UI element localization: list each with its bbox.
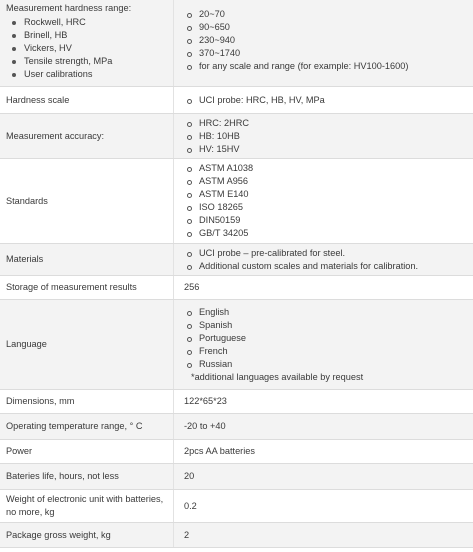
list-item: DIN50159 bbox=[182, 214, 465, 227]
list-item: HV: 15HV bbox=[182, 143, 465, 156]
spec-value: 2pcs AA batteries bbox=[184, 446, 255, 456]
list-item: for any scale and range (for example: HV100-1600) bbox=[182, 60, 465, 73]
spec-value: 122*65*23 bbox=[184, 396, 227, 406]
spec-value-cell bbox=[174, 523, 473, 547]
list-item: GB/T 34205 bbox=[182, 227, 465, 240]
spec-value-cell bbox=[174, 440, 473, 463]
hardness-scale-list bbox=[6, 16, 167, 81]
spec-label-cell bbox=[0, 114, 174, 158]
spec-value-cell bbox=[174, 464, 473, 489]
spec-label-cell bbox=[0, 390, 174, 413]
spec-label: Operating temperature range, ° C bbox=[6, 421, 143, 431]
list-item: 230~940 bbox=[182, 34, 465, 47]
spec-value-cell bbox=[174, 87, 473, 113]
spec-value-cell bbox=[174, 244, 473, 275]
spec-row-materials bbox=[0, 244, 473, 276]
list-item: English bbox=[182, 306, 465, 319]
spec-row-accuracy bbox=[0, 114, 473, 159]
spec-label-cell bbox=[0, 523, 174, 547]
spec-label: Standards bbox=[6, 195, 48, 206]
spec-value: 256 bbox=[184, 282, 200, 292]
spec-label-cell bbox=[0, 490, 174, 522]
list-item: Additional custom scales and materials for calibration. bbox=[182, 260, 465, 273]
value-list bbox=[182, 306, 465, 371]
spec-value-cell bbox=[174, 490, 473, 522]
list-item: Russian bbox=[182, 358, 465, 371]
spec-label-cell bbox=[0, 440, 174, 463]
spec-label-cell bbox=[0, 300, 174, 389]
list-item: HB: 10HB bbox=[182, 130, 465, 143]
spec-label: Materials bbox=[6, 254, 44, 264]
spec-label: Package gross weight, kg bbox=[6, 529, 111, 540]
list-item: HRC: 2HRC bbox=[182, 117, 465, 130]
list-item: User calibrations bbox=[6, 68, 167, 81]
spec-row-package-weight bbox=[0, 523, 473, 548]
list-item: Rockwell, HRC bbox=[6, 16, 167, 29]
spec-row-power bbox=[0, 440, 473, 464]
spec-row-language bbox=[0, 300, 473, 390]
spec-value: 20 bbox=[184, 471, 195, 481]
list-item: 370~1740 bbox=[182, 47, 465, 60]
spec-label: Language bbox=[6, 339, 47, 349]
spec-label: Power bbox=[6, 446, 33, 456]
spec-label-cell bbox=[0, 244, 174, 275]
list-item: UCI probe – pre-calibrated for steel. bbox=[182, 247, 465, 260]
spec-row-hardness-scale bbox=[0, 87, 473, 114]
spec-value-cell bbox=[174, 276, 473, 299]
spec-row-hardness-range bbox=[0, 0, 473, 87]
spec-value-cell bbox=[174, 159, 473, 243]
spec-label: Bateries life, hours, not less bbox=[6, 471, 119, 481]
spec-label-cell bbox=[0, 414, 174, 439]
list-item: French bbox=[182, 345, 465, 358]
list-item: Spanish bbox=[182, 319, 465, 332]
spec-row-storage bbox=[0, 276, 473, 300]
list-item: Portuguese bbox=[182, 332, 465, 345]
spec-label-cell bbox=[0, 0, 174, 86]
spec-row-temperature bbox=[0, 414, 473, 440]
spec-label-cell bbox=[0, 464, 174, 489]
spec-row-battery-life bbox=[0, 464, 473, 490]
spec-label-cell bbox=[0, 87, 174, 113]
spec-value: 0.2 bbox=[184, 500, 197, 511]
spec-row-dimensions bbox=[0, 390, 473, 414]
spec-label-cell bbox=[0, 276, 174, 299]
value-list bbox=[182, 162, 465, 240]
value-list bbox=[182, 247, 465, 273]
list-item: ISO 18265 bbox=[182, 201, 465, 214]
value-list bbox=[182, 8, 465, 73]
spec-label-cell bbox=[0, 159, 174, 243]
spec-label: Measurement accuracy: bbox=[6, 130, 105, 141]
spec-value-cell bbox=[174, 414, 473, 439]
spec-value: 2 bbox=[184, 529, 190, 540]
spec-value-cell bbox=[174, 390, 473, 413]
spec-value-cell bbox=[174, 0, 473, 86]
spec-row-standards bbox=[0, 159, 473, 244]
spec-row-weight bbox=[0, 490, 473, 523]
list-item: 90~650 bbox=[182, 21, 465, 34]
value-list bbox=[182, 117, 465, 156]
list-item: ASTM E140 bbox=[182, 188, 465, 201]
value-list bbox=[182, 94, 465, 107]
list-item: ASTM A956 bbox=[182, 175, 465, 188]
spec-label: Storage of measurement results bbox=[6, 282, 137, 292]
spec-label: Measurement hardness range: bbox=[6, 3, 132, 13]
spec-value-cell bbox=[174, 114, 473, 158]
list-item: UCI probe: HRC, HB, HV, MPa bbox=[182, 94, 465, 107]
list-item: ASTM A1038 bbox=[182, 162, 465, 175]
spec-label: Dimensions, mm bbox=[6, 396, 75, 406]
language-note: *additional languages available by request bbox=[191, 371, 364, 382]
spec-label: Hardness scale bbox=[6, 94, 70, 105]
list-item: Tensile strength, MPa bbox=[6, 55, 167, 68]
list-item: Vickers, HV bbox=[6, 42, 167, 55]
spec-value: -20 to +40 bbox=[184, 421, 226, 431]
list-item: Brinell, HB bbox=[6, 29, 167, 42]
spec-value-cell bbox=[174, 300, 473, 389]
list-item: 20~70 bbox=[182, 8, 465, 21]
spec-label: Weight of electronic unit with batteries, no more, kg bbox=[6, 494, 164, 517]
